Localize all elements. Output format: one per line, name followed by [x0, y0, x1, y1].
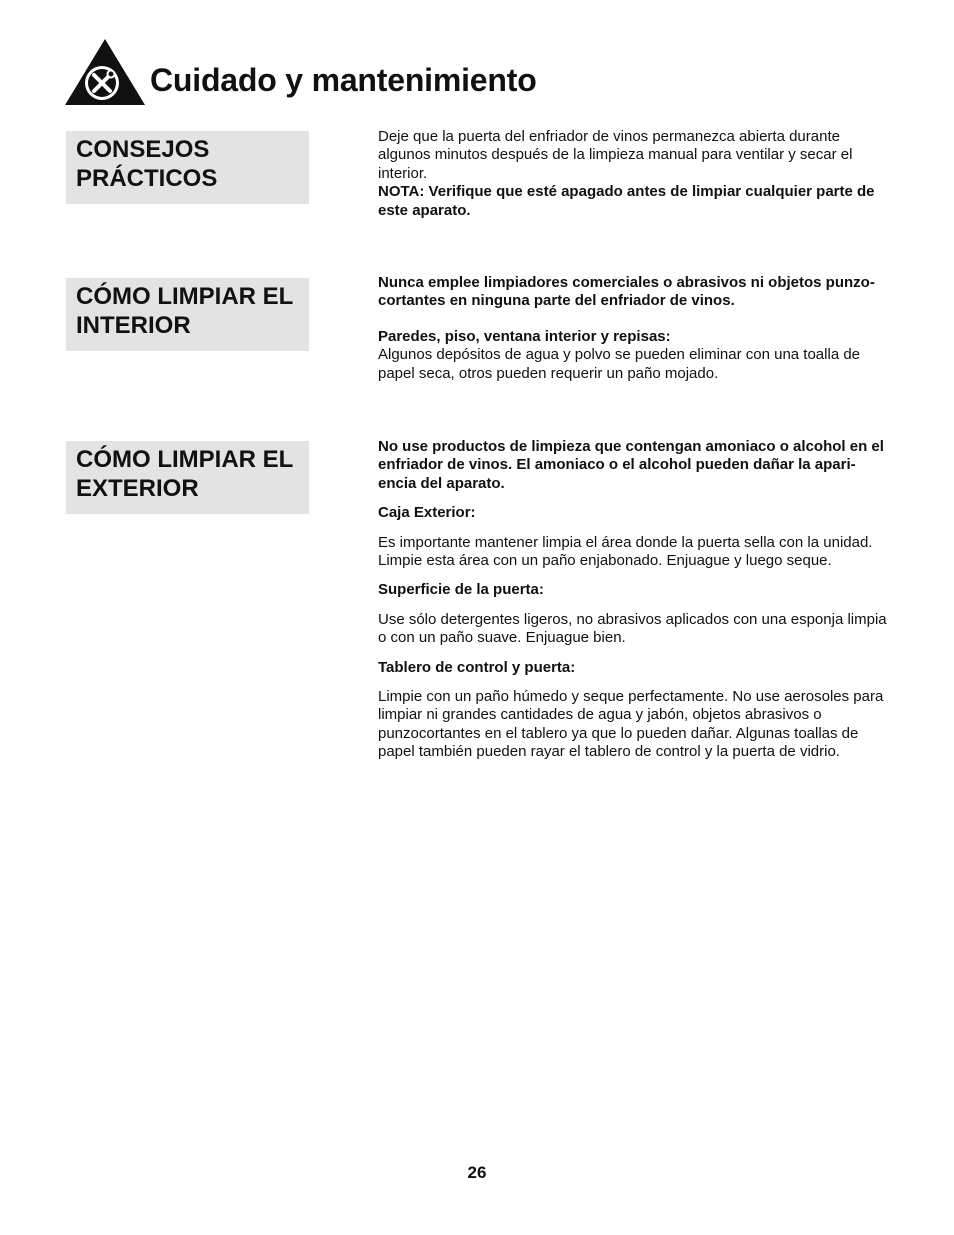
consejos-paragraph: Deje que la puerta del enfriador de vinos permanezca abierta durante algunos minutos después de la limpieza manual para ventilar y secar el interior. — [378, 128, 853, 182]
superficie-puerta-subheading: Superficie de la puerta: — [378, 581, 544, 599]
consejos-text — [378, 128, 893, 220]
section-heading-consejos — [66, 131, 309, 204]
interior-warning: Nunca emplee limpiadores comerciales o abrasivos ni objetos punzo- cortantes en ninguna parte del enfriador de vinos. — [378, 274, 875, 310]
section-heading-line: EXTERIOR — [76, 475, 199, 502]
page-number: 26 — [467, 1163, 487, 1182]
section-heading-line: PRÁCTICOS — [76, 165, 218, 192]
tablero-control-body: Limpie con un paño húmedo y seque perfectamente. No use aerosoles para limpiar ni grandes cantidades de agua y jabón, objetos abrasivos o punzocortantes en el tablero ya que lo pueden dañar. Algunas toallas de papel también pueden rayar el tablero de control y la puerta de vidrio. — [378, 688, 884, 761]
interior-subheading: Paredes, piso, ventana interior y repisas: — [378, 327, 671, 345]
interior-text — [378, 274, 893, 383]
section-heading-line: CONSEJOS — [76, 136, 210, 163]
caja-exterior-subheading: Caja Exterior: — [378, 504, 476, 522]
section-heading-exterior — [66, 441, 309, 514]
section-heading-line: INTERIOR — [76, 312, 191, 339]
interior-body: Algunos depósitos de agua y polvo se pueden eliminar con una toalla de papel seca, otros pueden requerir un paño mojado. — [378, 346, 861, 382]
page-title: Cuidado y mantenimiento — [150, 62, 537, 98]
section-heading-line: CÓMO LIMPIAR EL — [76, 446, 294, 473]
superficie-puerta-body: Use sólo detergentes ligeros, no abrasivos aplicados con una esponja limpia o con un paño suave. Enjuague bien. — [378, 610, 887, 647]
exterior-text — [378, 438, 893, 762]
section-heading-interior — [66, 278, 309, 351]
tablero-control-subheading: Tablero de control y puerta: — [378, 658, 576, 676]
tools-warning-icon — [64, 38, 146, 106]
exterior-warning: No use productos de limpieza que contengan amoniaco o alcohol en el enfriador de vinos. El amoniaco o el alcohol pueden dañar la apari- encia del aparato. — [378, 438, 884, 492]
caja-exterior-body: Es importante mantener limpia el área donde la puerta sella con la unidad. Limpie esta área con un paño enjabonado. Enjuague y luego seque. — [378, 533, 873, 570]
section-heading-line: CÓMO LIMPIAR EL — [76, 283, 294, 310]
nota-warning: NOTA: Verifique que esté apagado antes de limpiar cualquier parte de este aparato. — [378, 183, 875, 219]
